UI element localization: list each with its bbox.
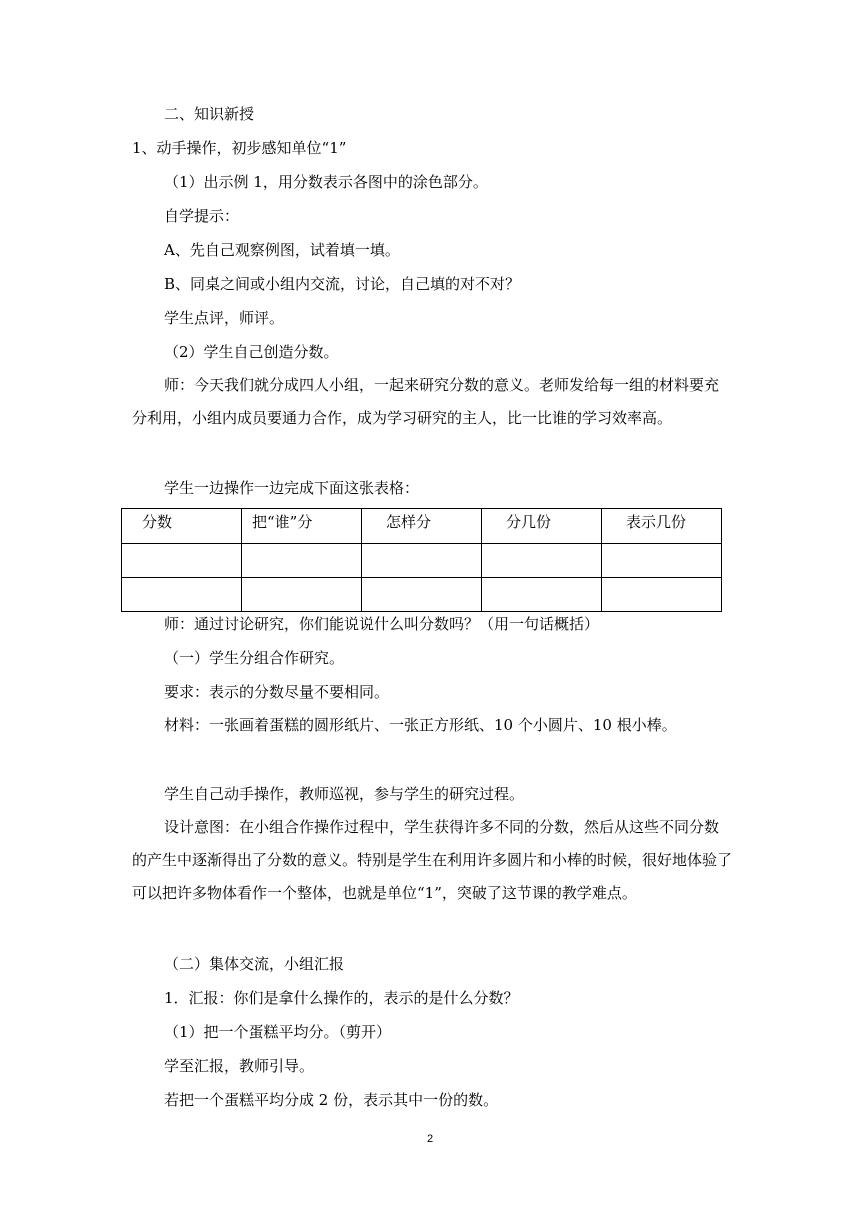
- section-heading: 二、知识新授: [164, 105, 255, 123]
- table-cell: [242, 544, 362, 578]
- table-header-cell: 把“谁”分: [242, 509, 362, 544]
- paragraph: [132, 709, 732, 742]
- paragraph: [132, 369, 732, 435]
- table-header-cell: 表示几份: [602, 509, 722, 544]
- paragraph-text: 材料：一张画着蛋糕的圆形纸片、一张正方形纸、10 个小圆片、10 根小棒。: [164, 716, 677, 734]
- paragraph-text: 设计意图：在小组合作操作过程中，学生获得许多不同的分数，然后从这些不同分数的产生中逐渐得出了分数的意义。特别是学生在利用许多圆片和小棒的时候，很好地体验了可以把许多物体看作一个整体，也就是单位“1”，突破了这节课的教学难点。: [132, 818, 733, 902]
- paragraph: [132, 811, 732, 910]
- table-header-row: [122, 509, 722, 544]
- text-line: 1．汇报：你们是拿什么操作的，表示的是什么分数？: [164, 989, 519, 1007]
- table-cell: [242, 578, 362, 612]
- data-table: [121, 508, 722, 612]
- text-line: （2）学生自己创造分数。: [164, 343, 339, 361]
- text-line: 师：通过讨论研究，你们能说说什么叫分数吗？（用一句话概括）: [164, 615, 600, 633]
- table-header-cell: 怎样分: [362, 509, 482, 544]
- table-cell: [482, 578, 602, 612]
- paragraph-text: 师：今天我们就分成四人小组，一起来研究分数的意义。老师发给每一组的材料要充分利用，小组内成员要通力合作，成为学习研究的主人，比一比谁的学习效率高。: [132, 376, 720, 427]
- text-line: 若把一个蛋糕平均分成 2 份，表示其中一份的数。: [164, 1091, 499, 1109]
- table-header-cell: 分数: [122, 509, 242, 544]
- text-line: 学生自己动手操作，教师巡视，参与学生的研究过程。: [164, 785, 525, 803]
- table-row: [122, 544, 722, 578]
- table-cell: [122, 578, 242, 612]
- text-line: 学生一边操作一边完成下面这张表格：: [164, 479, 420, 497]
- text-line: （一）学生分组合作研究。: [164, 649, 345, 667]
- table-header-cell: 分几份: [482, 509, 602, 544]
- text-line: （二）集体交流，小组汇报: [164, 955, 345, 973]
- table-cell: [362, 544, 482, 578]
- subsection-heading: 1、动手操作，初步感知单位“1”: [132, 139, 347, 157]
- table-row: [122, 578, 722, 612]
- text-line: （1）把一个蛋糕平均分。（剪开）: [164, 1023, 392, 1041]
- table-cell: [482, 544, 602, 578]
- text-line: 学生点评，师评。: [164, 309, 285, 327]
- text-line: B、同桌之间或小组内交流，讨论，自己填的对不对？: [164, 275, 521, 293]
- page-number: 2: [426, 1133, 434, 1145]
- text-line: 自学提示：: [164, 207, 240, 225]
- table-cell: [362, 578, 482, 612]
- text-line: （1）出示例 1，用分数表示各图中的涂色部分。: [164, 173, 488, 191]
- table-cell: [122, 544, 242, 578]
- table-cell: [602, 544, 722, 578]
- text-line: 学至汇报，教师引导。: [164, 1057, 315, 1075]
- text-line: A、先自己观察例图，试着填一填。: [164, 241, 400, 259]
- text-line: 要求：表示的分数尽量不要相同。: [164, 683, 390, 701]
- table-cell: [602, 578, 722, 612]
